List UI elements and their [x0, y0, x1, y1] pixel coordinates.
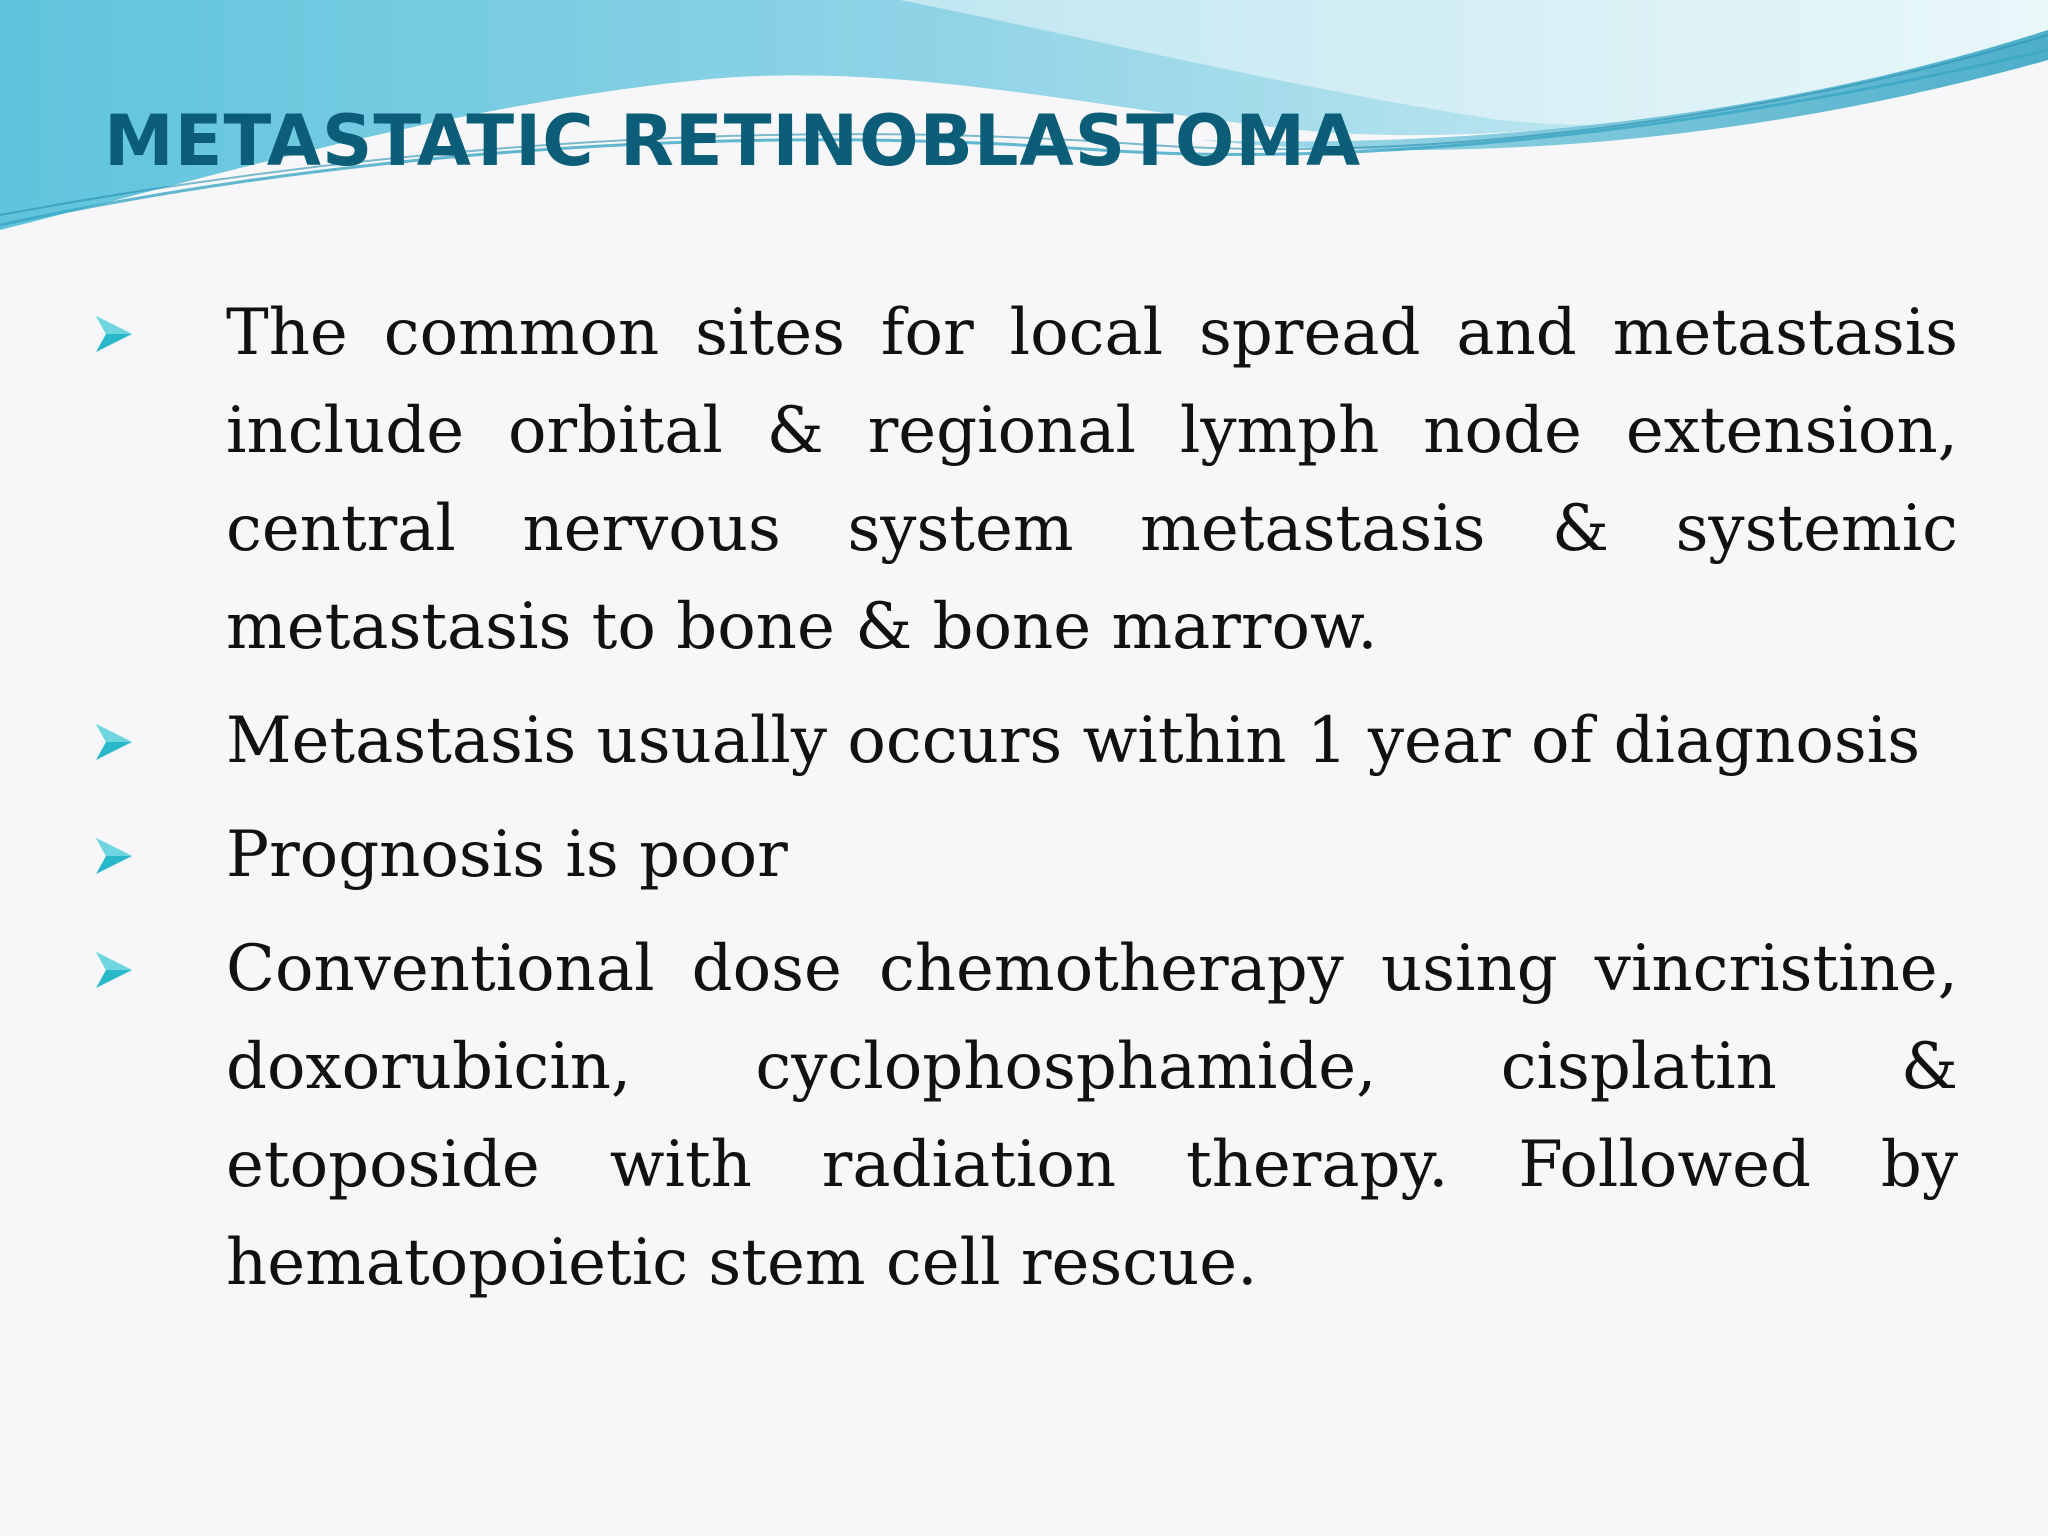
page-title: METASTATIC RETINOBLASTOMA — [104, 100, 1362, 182]
list-item — [0, 692, 2048, 790]
bullet-list — [0, 284, 2048, 1312]
arrowhead-bullet-icon — [92, 722, 134, 762]
bullet-text: Conventional dose chemotherapy using vincristine, doxorubicin, cyclophosphamide, cisplatin & etoposide with radiation therapy. Followed by hematopoietic stem cell rescue. — [226, 932, 1958, 1300]
bullet-text: Prognosis is poor — [226, 818, 788, 892]
bullet-text: Metastasis usually occurs within 1 year of diagnosis — [226, 704, 1921, 778]
bullet-text: The common sites for local spread and metastasis include orbital & regional lymph node extension, central nervous system metastasis & systemic metastasis to bone & bone marrow. — [226, 296, 1958, 664]
arrowhead-bullet-icon — [92, 950, 134, 990]
list-item — [0, 284, 2048, 676]
list-item — [0, 920, 2048, 1312]
arrowhead-bullet-icon — [92, 314, 134, 354]
list-item — [0, 806, 2048, 904]
arrowhead-bullet-icon — [92, 836, 134, 876]
